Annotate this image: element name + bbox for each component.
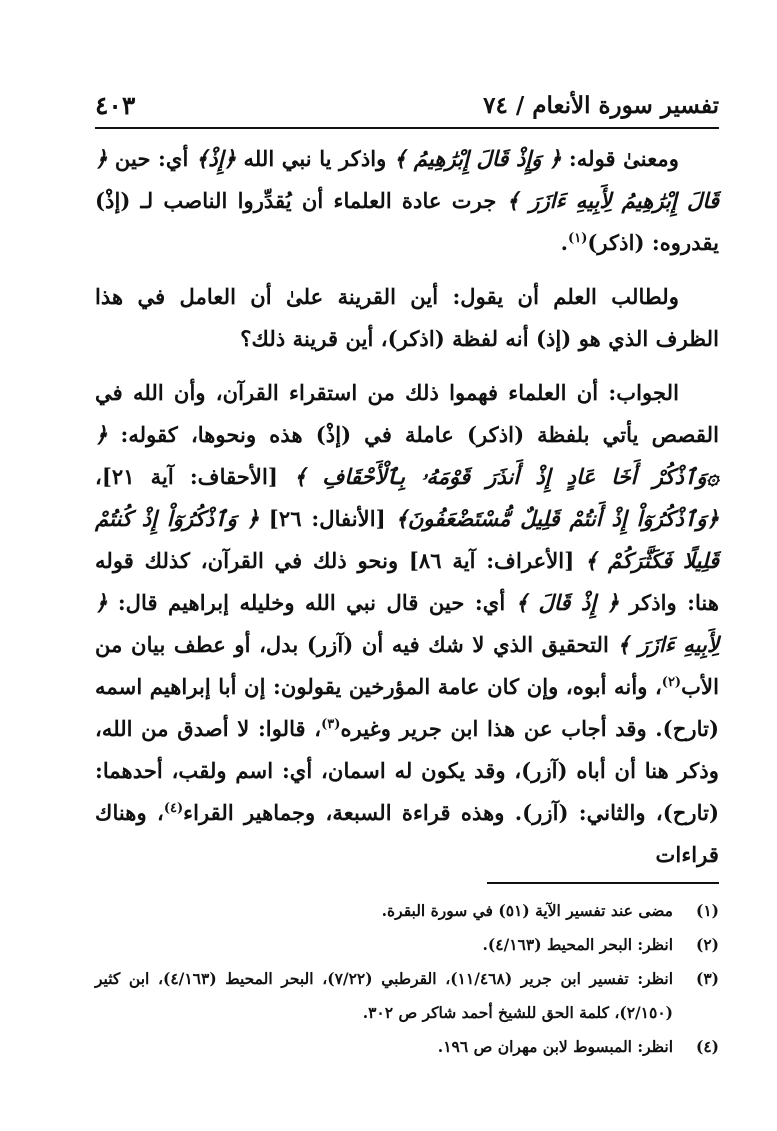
quran-quote: ﴿وَٱذْكُرُوٓاْ إِذْ أَنتُمْ قَلِيلٌ مُّسْتَضْعَفُونَ﴾ (395, 506, 719, 531)
footnote-text: انظر: البحر المحيط (٤/١٦٣). (482, 935, 673, 954)
footnote-number: (٤) (695, 1037, 719, 1056)
running-title: تفسير سورة الأنعام / ٧٤ (483, 92, 719, 119)
footnote-ref-3[interactable]: (٣) (321, 716, 341, 732)
text-span: ، قالوا: لا أصدق من الله، وذكر هنا أن أباه (آزر)، وقد يكون له اسمان، أي: اسم ولقب، أحدهما: (تارح)، والثاني: (آزر). وهذه قراءة السبعة، وجماهير القراء (95, 716, 720, 825)
text-span: . (560, 230, 569, 255)
footnote-ref-2[interactable]: (٢) (661, 674, 682, 690)
text-span: جرت عادة العلماء أن يُقدِّروا الناصب لـ (إذْ) يقدروه: (اذكر) (95, 188, 719, 255)
text-span: [الأعراف: آية ٨٦] ونحو ذلك في القرآن، كذلك قوله هنا: واذكر (95, 548, 719, 615)
footnote-text: مضى عند تفسير الآية (٥١) في سورة البقرة. (381, 901, 673, 920)
quran-quote: ﴿إِذْ﴾ (195, 146, 237, 171)
footnote-ref-4[interactable]: (٤) (163, 800, 184, 816)
quran-quote: ﴿ ۞وَٱذْكُرْ أَخَا عَادٍ إِذْ أَنذَرَ قَوْمَهُۥ بِٱلْأَحْقَافِ ﴾ (95, 422, 719, 489)
footnote-ref-1[interactable]: (١) (568, 230, 588, 246)
footnote-divider (487, 882, 719, 884)
page-header (95, 82, 719, 122)
footnote-3 (95, 962, 719, 1030)
main-text (95, 138, 719, 876)
footnote-1 (95, 894, 719, 928)
footnote-4 (95, 1030, 719, 1064)
footnote-text: انظر: تفسير ابن جرير (١١/٤٦٨)، القرطبي (٧/٢٢)، البحر المحيط (٤/١٦٣)، ابن كثير (٢/١٥٠)، كلمة الحق للشيخ أحمد شاكر ص ٣٠٢. (95, 969, 673, 1022)
footnote-text: انظر: المبسوط لابن مهران ص ١٩٦. (437, 1037, 673, 1056)
text-span: الجواب: أن العلماء فهموا ذلك من استقراء القرآن، وأن الله في القصص يأتي بلفظة (اذكر) عاملة في (إذْ) هذه ونحوها، كقوله: (95, 380, 719, 447)
paragraph-1 (95, 138, 719, 264)
text-span: [الأنفال: ٢٦] (259, 506, 396, 531)
text-span: ، وأنه أبوه، وإن كان عامة المؤرخين يقولون: إن أبا إبراهيم اسمه (تارح). وقد أجاب عن هذا ابن جرير وغيره (95, 674, 719, 741)
quran-quote: ﴿ وَٱذْكُرُوٓاْ إِذْ كُنتُمْ قَلِيلًا فَكَثَّرَكُمْ ﴾ (95, 506, 720, 573)
footnote-2 (95, 928, 719, 962)
text-span: أي: حين (107, 146, 196, 171)
text-span: التحقيق الذي لا شك فيه أن (آزر) بدل، أو عطف بيان من الأب (95, 632, 719, 699)
paragraph-2: ولطالب العلم أن يقول: أين القرينة علىٰ أن العامل في هذا الظرف الذي هو (إذ) أنه لفظة (اذكر)، أين قرينة ذلك؟ (95, 284, 719, 351)
text-span: أي: حين قال نبي الله وخليله إبراهيم قال: (107, 590, 516, 615)
text-span: ومعنىٰ قوله: (561, 146, 679, 171)
quran-quote: ﴿ وَإِذْ قَالَ إِبْرَٰهِيمُ ﴾ (393, 146, 562, 171)
footnote-number: (٣) (695, 969, 719, 988)
quran-quote: ﴿ لِأَبِيهِ ءَازَرَ ﴾ (95, 590, 719, 657)
footnote-number: (١) (695, 901, 719, 920)
footnote-number: (٢) (695, 935, 719, 954)
text-span: واذكر يا نبي الله (236, 146, 394, 171)
text-span: ، وهناك قراءات (95, 800, 719, 867)
text-span: [الأحقاف: آية ٢١]، (95, 464, 294, 489)
quran-quote: ﴿ إِذْ قَالَ ﴾ (515, 590, 619, 615)
page-number: ٤٠٣ (95, 91, 136, 120)
quran-quote: ﴿ قَالَ إِبْرَٰهِيمُ لِأَبِيهِ ءَازَرَ ﴾ (95, 146, 719, 213)
footnotes (95, 894, 719, 1064)
paragraph-3 (95, 372, 719, 876)
header-divider (95, 127, 719, 129)
